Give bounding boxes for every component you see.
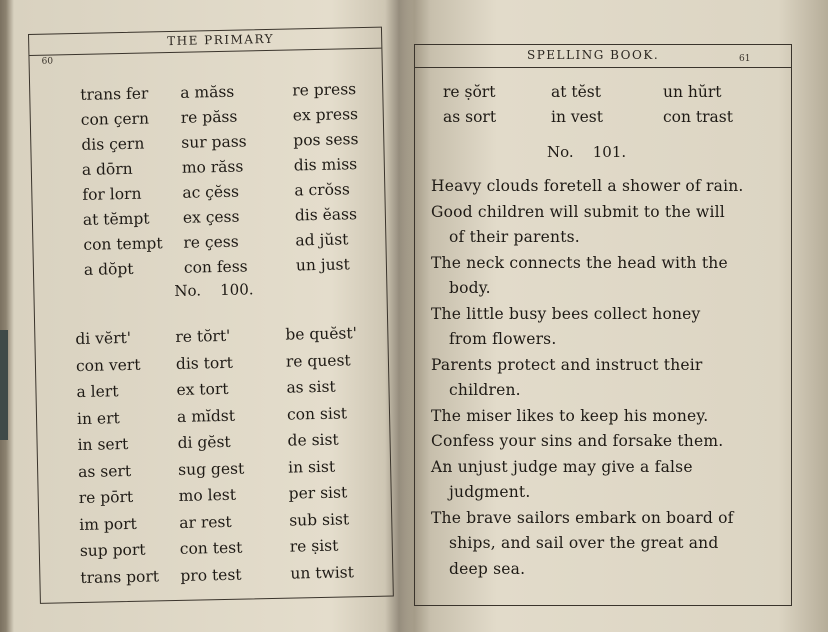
left-spelling-word: a crŏss	[294, 180, 351, 200]
reading-sentence-line: The neck connects the head with the	[431, 253, 728, 272]
left-spelling-word: re quest	[285, 350, 351, 371]
left-spelling-word: as sist	[286, 377, 336, 397]
left-spelling-word: ad jŭst	[295, 230, 349, 250]
left-spelling-word: be quĕst'	[285, 324, 358, 344]
left-spelling-word: dis miss	[293, 155, 358, 175]
left-spelling-word: trans port	[80, 566, 160, 587]
left-spelling-word: un just	[295, 255, 350, 275]
left-spelling-word: dis ĕass	[294, 205, 358, 225]
left-spelling-word: con fess	[183, 257, 248, 277]
left-spelling-word: trans fer	[80, 84, 149, 104]
left-spelling-word: con vert	[75, 355, 141, 375]
left-page	[28, 27, 394, 604]
left-spelling-word: a dōrn	[81, 159, 133, 179]
left-spelling-word: im port	[79, 514, 137, 534]
right-spelling-word: con trast	[663, 108, 733, 126]
reading-sentence-line: The brave sailors embark on board of	[431, 508, 734, 527]
right-running-head: SPELLING BOOK.	[527, 48, 660, 62]
reading-sentence-line: An unjust judge may give a false	[431, 457, 693, 476]
reading-sentence-line: body.	[449, 279, 491, 297]
reading-sentence-line: ships, and sail over the great and	[449, 534, 719, 552]
left-spelling-word: con çern	[80, 109, 150, 129]
left-spelling-word: in ert	[76, 408, 120, 428]
left-page-number: 60	[41, 56, 54, 67]
left-spelling-word: a măss	[180, 82, 235, 102]
left-spelling-word: ac çĕss	[182, 182, 240, 202]
left-spelling-word: pro test	[180, 565, 242, 585]
left-spelling-word: re păss	[180, 107, 238, 127]
left-spelling-word: a dŏpt	[83, 259, 134, 279]
right-spelling-word: un hŭrt	[663, 83, 722, 101]
left-spelling-word: ex press	[292, 105, 359, 125]
reading-sentence-line: children.	[449, 381, 521, 399]
left-spelling-word: pos sess	[293, 130, 359, 150]
reading-sentence-line: Heavy clouds foretell a shower of rain.	[431, 177, 744, 195]
left-spelling-word: sub sist	[289, 509, 350, 530]
right-spelling-word: at tĕst	[551, 83, 601, 101]
left-spelling-word: sug gest	[177, 459, 245, 479]
left-spelling-word: re ṣist	[289, 536, 339, 556]
left-spelling-word: dis tort	[175, 353, 234, 373]
reading-sentence-line: Good children will submit to the will	[431, 202, 725, 221]
right-lesson-label: No. 101.	[547, 143, 627, 161]
left-spelling-word: at tĕmpt	[82, 209, 150, 229]
right-spelling-word: re ṣŏrt	[443, 83, 496, 101]
left-spelling-word: re press	[292, 80, 357, 100]
left-spelling-word: a lert	[76, 382, 119, 402]
right-page	[414, 44, 792, 606]
left-header-rule	[29, 48, 381, 56]
left-spelling-word: a mĭdst	[176, 406, 236, 426]
left-spelling-word: as sert	[77, 461, 132, 481]
left-spelling-word: ex tort	[176, 379, 229, 399]
left-spelling-word: per sist	[288, 483, 348, 503]
right-page-number: 61	[739, 54, 751, 64]
left-spelling-word: de sist	[287, 430, 339, 450]
reading-sentence-line: of their parents.	[449, 228, 580, 246]
left-spelling-word: di gĕst	[177, 432, 231, 452]
reading-sentence-line: from flowers.	[449, 330, 557, 348]
left-spelling-word: in sert	[77, 434, 129, 455]
left-running-head: THE PRIMARY	[167, 31, 275, 49]
left-spelling-word: sup port	[79, 540, 146, 561]
left-spelling-word: sur pass	[181, 132, 247, 152]
reading-sentence-line: The little busy bees collect honey	[431, 304, 701, 323]
left-spelling-word: un twist	[290, 562, 355, 583]
left-spelling-word: in sist	[287, 457, 336, 477]
left-spelling-word: re tŏrt'	[175, 326, 231, 346]
reading-sentence-line: Confess your sins and forsake them.	[431, 432, 724, 450]
right-header-rule	[415, 67, 791, 68]
left-spelling-word: con sist	[286, 403, 348, 424]
left-spelling-word: ex çess	[182, 207, 240, 227]
left-lesson-label: No. 100.	[174, 280, 254, 300]
left-spelling-word: con tempt	[83, 234, 163, 254]
left-spelling-word: di vĕrt'	[75, 328, 132, 349]
left-spelling-word: dis çern	[81, 134, 145, 154]
reading-sentence-line: Parents protect and instruct their	[431, 355, 703, 374]
reading-sentence-line: deep sea.	[449, 559, 526, 578]
left-spelling-word: for lorn	[82, 184, 142, 204]
reading-sentence-line: The miser likes to keep his money.	[431, 406, 709, 425]
left-spelling-word: mo lest	[178, 485, 237, 505]
right-spelling-word: as sort	[443, 108, 497, 126]
book-cover-edge	[0, 330, 8, 440]
reading-sentence-line: judgment.	[449, 483, 531, 501]
left-spelling-word: re pōrt	[78, 487, 134, 508]
left-spelling-word: mo răss	[181, 157, 244, 177]
right-spelling-word: in vest	[551, 108, 603, 126]
left-spelling-word: con test	[179, 538, 243, 558]
left-spelling-word: ar rest	[179, 512, 232, 532]
left-spelling-word: re çess	[183, 232, 239, 252]
